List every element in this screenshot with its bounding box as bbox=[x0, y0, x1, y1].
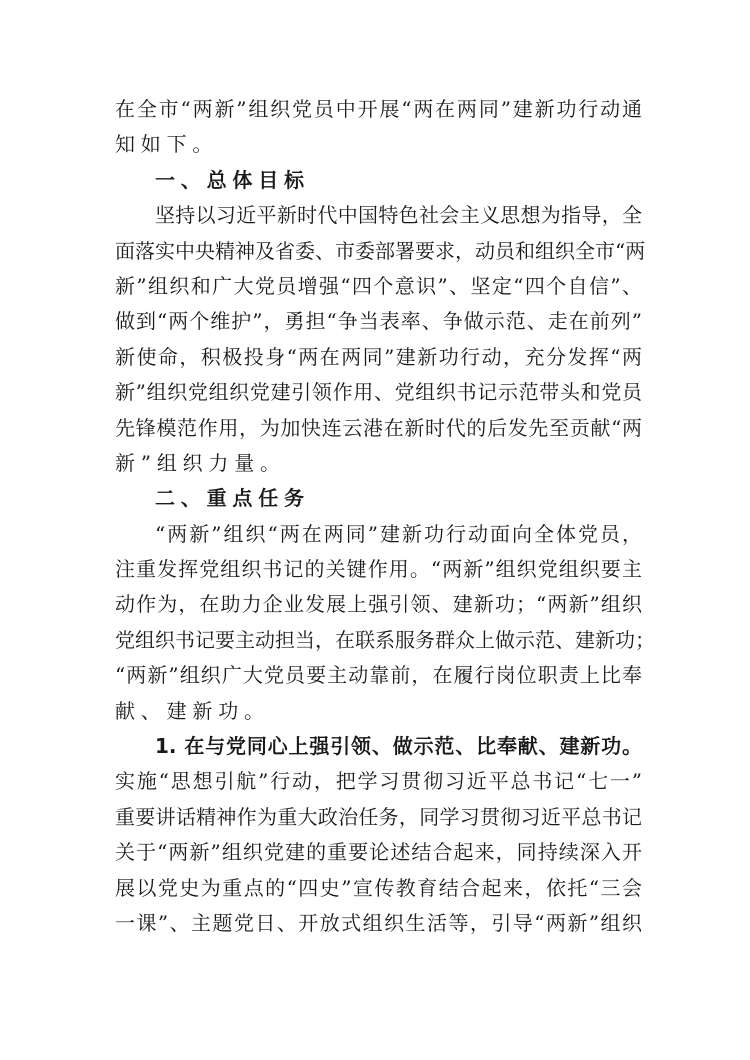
text-line: 面落实中央精神及省委、市委部署要求，动员和组织全市“两 bbox=[115, 238, 646, 263]
section-heading: 二、重点任务 bbox=[155, 486, 310, 511]
text-line: “两新”组织“两在两同”建新功行动面向全体党员， bbox=[155, 521, 642, 546]
text-line: 一课”、主题党日、开放式组织生活等，引导“两新”组织 bbox=[115, 910, 642, 935]
text-line: 注重发挥党组织书记的关键作用。“两新”组织党组织要主 bbox=[115, 557, 642, 582]
text-line: 在全市“两新”组织党员中开展“两在两同”建新功行动通 bbox=[115, 97, 642, 121]
text-line: “两新”组织广大党员要主动靠前，在履行岗位职责上比奉 bbox=[115, 663, 642, 688]
text-line: 先锋模范作用，为加快连云港在新时代的后发先至贡献“两 bbox=[115, 415, 642, 440]
text-line: 实施“思想引航”行动，把学习贯彻习近平总书记“七一” bbox=[115, 769, 642, 794]
section-heading: 1. 在与党同心上强引领、做示范、比奉献、建新功。 bbox=[155, 734, 642, 759]
text-line: 坚持以习近平新时代中国特色社会主义思想为指导，全 bbox=[155, 203, 642, 228]
text-line: 献、建新功。 bbox=[115, 698, 270, 723]
text-line: 党组织书记要主动担当，在联系服务群众上做示范、建新功； bbox=[115, 627, 655, 652]
text-line: 重要讲话精神作为重大政治任务，同学习贯彻习近平总书记 bbox=[115, 804, 642, 829]
document-page bbox=[115, 92, 655, 941]
section-heading: 一、总体目标 bbox=[155, 167, 310, 192]
text-line: 新”组织和广大党员增强“四个意识”、坚定“四个自信”、 bbox=[115, 273, 642, 298]
text-line: 关于“两新”组织党建的重要论述结合起来，同持续深入开 bbox=[115, 840, 642, 865]
text-line: 新”组织力量。 bbox=[115, 450, 286, 475]
text-line: 展以党史为重点的“四史”宣传教育结合起来，依托“三会 bbox=[115, 875, 642, 900]
text-line: 知如下。 bbox=[115, 132, 219, 157]
text-line: 新使命，积极投身“两在两同”建新功行动，充分发挥“两 bbox=[115, 344, 642, 369]
text-line: 做到“两个维护”，勇担“争当表率、争做示范、走在前列” bbox=[115, 309, 642, 334]
text-line: 新”组织党组织党建引领作用、党组织书记示范带头和党员 bbox=[115, 380, 642, 405]
text-line: 动作为，在助力企业发展上强引领、建新功；“两新”组织 bbox=[115, 592, 642, 617]
